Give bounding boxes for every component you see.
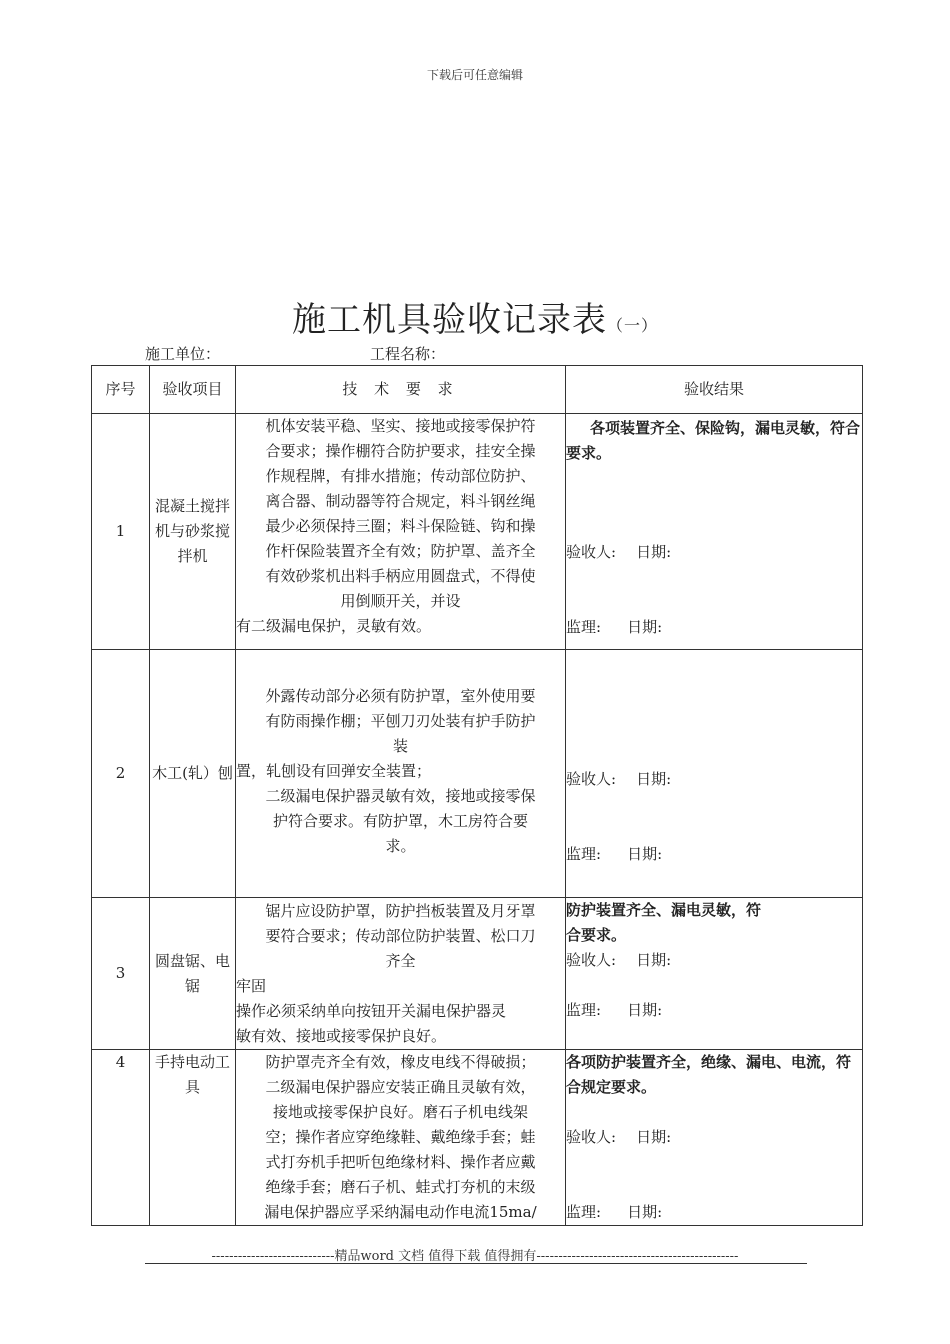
supervisor-label: 监理: [566,618,602,636]
result-text: 各项装置齐全、保险钩，漏电灵敏，符合要求。 [566,419,861,462]
supervisor-date-label: 日期: [627,1001,663,1019]
row-requirements [236,1050,566,1226]
result-text: 各项防护装置齐全，绝缘、漏电、电流，符合规定要求。 [566,1053,852,1096]
requirement-line: 装 [392,737,408,755]
supervisor-date-label: 日期: [627,618,663,636]
requirement-line: 漏电保护器应孚采纳漏电动作电流15ma/ [264,1203,537,1221]
requirement-line: 绝缘手套；磨石子机、蛙式打夯机的末级 [265,1178,536,1196]
requirement-line: 合要求；操作棚符合防护要求，挂安全操 [265,442,536,460]
row-number: 3 [92,898,150,1050]
table-header-row [92,366,863,414]
requirement-line: 护符合要求。有防护罩，木工房符合要 [272,812,528,830]
requirement-line: 式打夯机手把听包绝缘材料、操作者应戴 [265,1153,536,1171]
row-result [566,650,863,898]
inspector-line [566,1125,862,1150]
header-result: 验收结果 [566,366,863,414]
page-title [0,292,950,341]
requirement-line: 离合器、制动器等符合规定，料斗钢丝绳 [265,492,536,510]
footer-rule [145,1263,807,1264]
requirement-line: 二级漏电保护器应安装正确且灵敏有效， [265,1078,536,1096]
inspection-record-table [91,365,863,1226]
requirement-line: 要符合要求；传动部位防护装置、松口刀 [265,927,536,945]
requirement-line: 作规程牌，有排水措施；传动部位防护、 [265,467,536,485]
requirement-line: 机体安装平稳、坚实、接地或接零保护符 [265,417,536,435]
row-number: 2 [92,650,150,898]
header-note: 下载后可任意编辑 [426,68,523,82]
project-name-label: 工程名称： [370,345,446,363]
header-requirements: 技 术 要 求 [236,366,566,414]
row-result [566,414,863,650]
supervisor-date-label: 日期: [627,1203,663,1221]
inspector-date-label: 日期: [636,543,672,561]
requirement-line: 齐全 [385,952,416,970]
supervisor-line [566,615,862,640]
row-requirements [236,414,566,650]
inspector-label: 验收人: [566,1128,617,1146]
header-no: 序号 [92,366,150,414]
title-text: 施工机具验收记录表 [291,300,607,340]
header-item: 验收项目 [150,366,236,414]
requirement-line: 有防雨操作棚；平刨刀刃处装有护手防护 [265,712,536,730]
supervisor-line [566,842,862,867]
requirement-line: 求。 [385,837,416,855]
requirement-line: 作杆保险装置齐全有效；防护罩、盖齐全 [265,542,536,560]
result-text: 防护装置齐全、漏电灵敏，符合要求。 [566,901,762,944]
inspector-line [566,767,862,792]
supervisor-line [566,1200,862,1225]
inspector-date-label: 日期: [636,951,672,969]
requirement-line: 外露传动部分必须有防护罩，室外使用要 [265,687,536,705]
requirement-line: 操作必须采纳单向按钮开关漏电保护器灵 [236,1002,507,1020]
row-result [566,1050,863,1226]
inspector-label: 验收人: [566,770,617,788]
supervisor-date-label: 日期: [627,845,663,863]
requirement-line: 最少必须保持三圈；料斗保险链、钩和操 [265,517,536,535]
requirement-line: 置，轧刨设有回弹安全装置； [236,762,432,780]
inspector-label: 验收人: [566,543,617,561]
row-requirements [236,650,566,898]
supervisor-label: 监理: [566,1203,602,1221]
row-item: 混凝土搅拌机与砂浆搅拌机 [150,414,236,650]
inspector-date-label: 日期: [636,770,672,788]
requirement-line: 接地或接零保护良好。磨石子机电线架 [272,1103,528,1121]
row-item: 圆盘锯、电锯 [150,898,236,1050]
requirement-line: 防护罩壳齐全有效，橡皮电线不得破损； [265,1053,536,1071]
supervisor-label: 监理: [566,1001,602,1019]
requirement-line: 锯片应设防护罩，防护挡板装置及月牙罩 [265,902,536,920]
construction-unit-label: 施工单位： [145,345,221,363]
inspector-line [566,948,862,973]
requirement-line: 二级漏电保护器灵敏有效，接地或接零保 [265,787,536,805]
row-result [566,898,863,1050]
requirement-line: 空；操作者应穿绝缘鞋、戴绝缘手套；蛙 [265,1128,536,1146]
table-row [92,1050,863,1226]
supervisor-label: 监理: [566,845,602,863]
requirement-line: 用倒顺开关，并设 [340,592,461,610]
inspector-label: 验收人: [566,951,617,969]
table-row [92,414,863,650]
inspector-date-label: 日期: [636,1128,672,1146]
row-requirements [236,898,566,1050]
requirement-line: 牢固 [236,977,267,995]
requirement-line: 有二级漏电保护，灵敏有效。 [236,617,432,635]
inspector-line [566,540,862,565]
footer-text: ----------------------------精品word 文档 值得下载 值得拥有---------------------------------------------- [211,1249,739,1264]
row-item: 木工(轧）刨 [150,650,236,898]
requirement-line: 敏有效、接地或接零保护良好。 [236,1027,447,1045]
row-number: 4 [92,1050,150,1226]
requirement-line: 有效砂浆机出料手柄应用圆盘式，不得使 [265,567,536,585]
row-number: 1 [92,414,150,650]
row-item: 手持电动工具 [150,1050,236,1226]
title-suffix: （一） [606,316,658,335]
table-row [92,650,863,898]
table-row [92,898,863,1050]
supervisor-line [566,998,862,1023]
